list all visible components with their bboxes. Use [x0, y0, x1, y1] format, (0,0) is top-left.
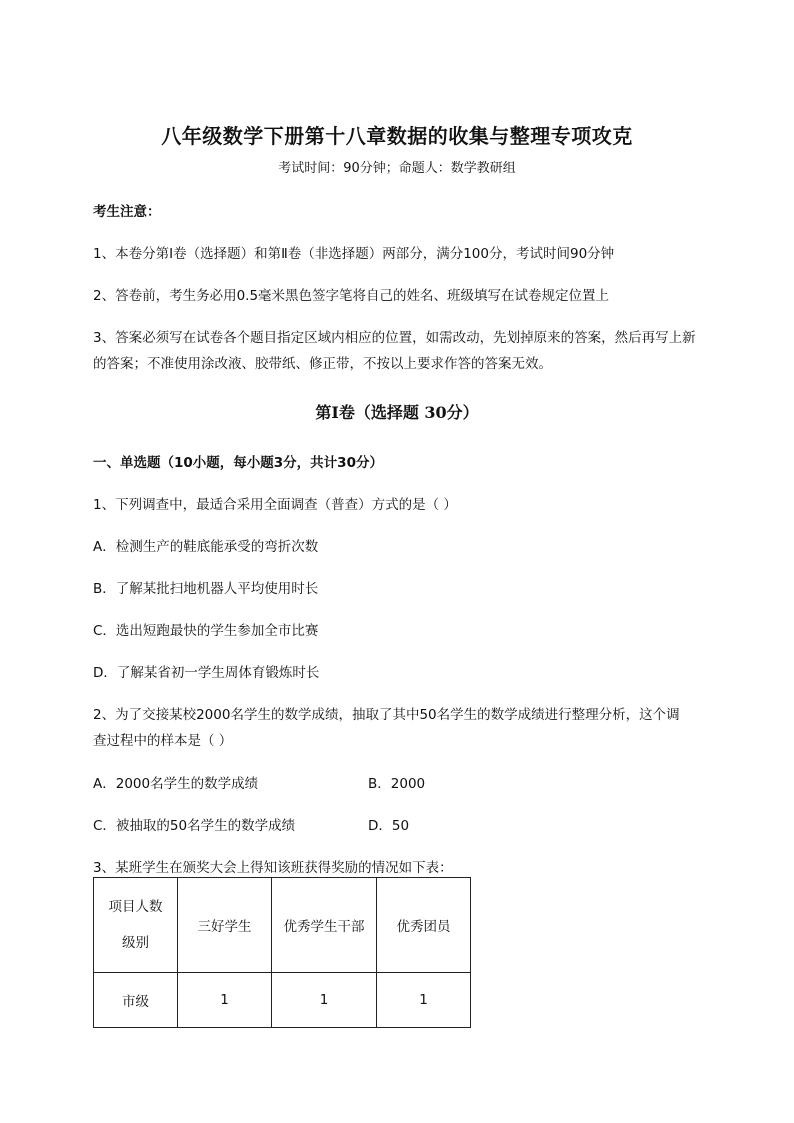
table-corner-top: 项目人数	[108, 899, 163, 915]
question-2-option-c: C．被抽取的50名学生的数学成绩	[93, 818, 296, 834]
notice-heading: 考生注意：	[93, 204, 161, 220]
question-1-option-a: A．检测生产的鞋底能承受的弯折次数	[93, 539, 319, 555]
table-header: 优秀团员	[377, 878, 471, 973]
notice-item-3-line-1: 3、答案必须写在试卷各个题目指定区域内相应的位置，如需改动，先划掉原来的答案，然后再写上新	[93, 330, 696, 346]
table-corner-cell	[94, 878, 178, 973]
section-title: 第Ⅰ卷（选择题 30分）	[315, 403, 479, 422]
notice-item-3-line-2: 的答案；不准使用涂改液、胶带纸、修正带，不按以上要求作答的答案无效。	[93, 356, 552, 372]
table-row-label: 市级	[94, 973, 178, 1028]
table-cell: 1	[272, 973, 377, 1028]
question-3-stem: 3、某班学生在颁奖大会上得知该班获得奖励的情况如下表：	[93, 860, 453, 876]
notice-item-2: 2、答卷前，考生务必用0.5毫米黑色签字笔将自己的姓名、班级填写在试卷规定位置上	[93, 288, 610, 304]
question-1-stem: 1、下列调查中，最适合采用全面调查（普查）方式的是（ ）	[93, 497, 457, 513]
table-header: 优秀学生干部	[272, 878, 377, 973]
question-2-stem-line-1: 2、为了交接某校2000名学生的数学成绩，抽取了其中50名学生的数学成绩进行整理分析，这个调	[93, 707, 680, 723]
question-2-option-d: D．50	[368, 818, 410, 834]
question-2-option-b: B．2000	[368, 776, 426, 792]
page-title: 八年级数学下册第十八章数据的收集与整理专项攻克	[161, 124, 633, 148]
exam-subtitle: 考试时间：90分钟；命题人：数学教研组	[278, 161, 516, 176]
table-row	[94, 973, 471, 1028]
part-heading: 一、单选题（10小题，每小题3分，共计30分）	[93, 455, 383, 471]
question-1-option-d: D．了解某省初一学生周体育锻炼时长	[93, 665, 320, 681]
award-table	[93, 877, 471, 1028]
table-corner-bottom: 级别	[122, 935, 149, 951]
question-1-option-c: C．选出短跑最快的学生参加全市比赛	[93, 623, 319, 639]
notice-item-1: 1、本卷分第Ⅰ卷（选择题）和第Ⅱ卷（非选择题）两部分，满分100分，考试时间90分钟	[93, 246, 615, 262]
question-2-stem-line-2: 查过程中的样本是（ ）	[93, 733, 233, 749]
question-2-option-a: A．2000名学生的数学成绩	[93, 776, 259, 792]
question-1-option-b: B．了解某批扫地机器人平均使用时长	[93, 581, 319, 597]
table-header-row	[94, 878, 471, 973]
table-cell: 1	[178, 973, 272, 1028]
table-header: 三好学生	[178, 878, 272, 973]
table-cell: 1	[377, 973, 471, 1028]
